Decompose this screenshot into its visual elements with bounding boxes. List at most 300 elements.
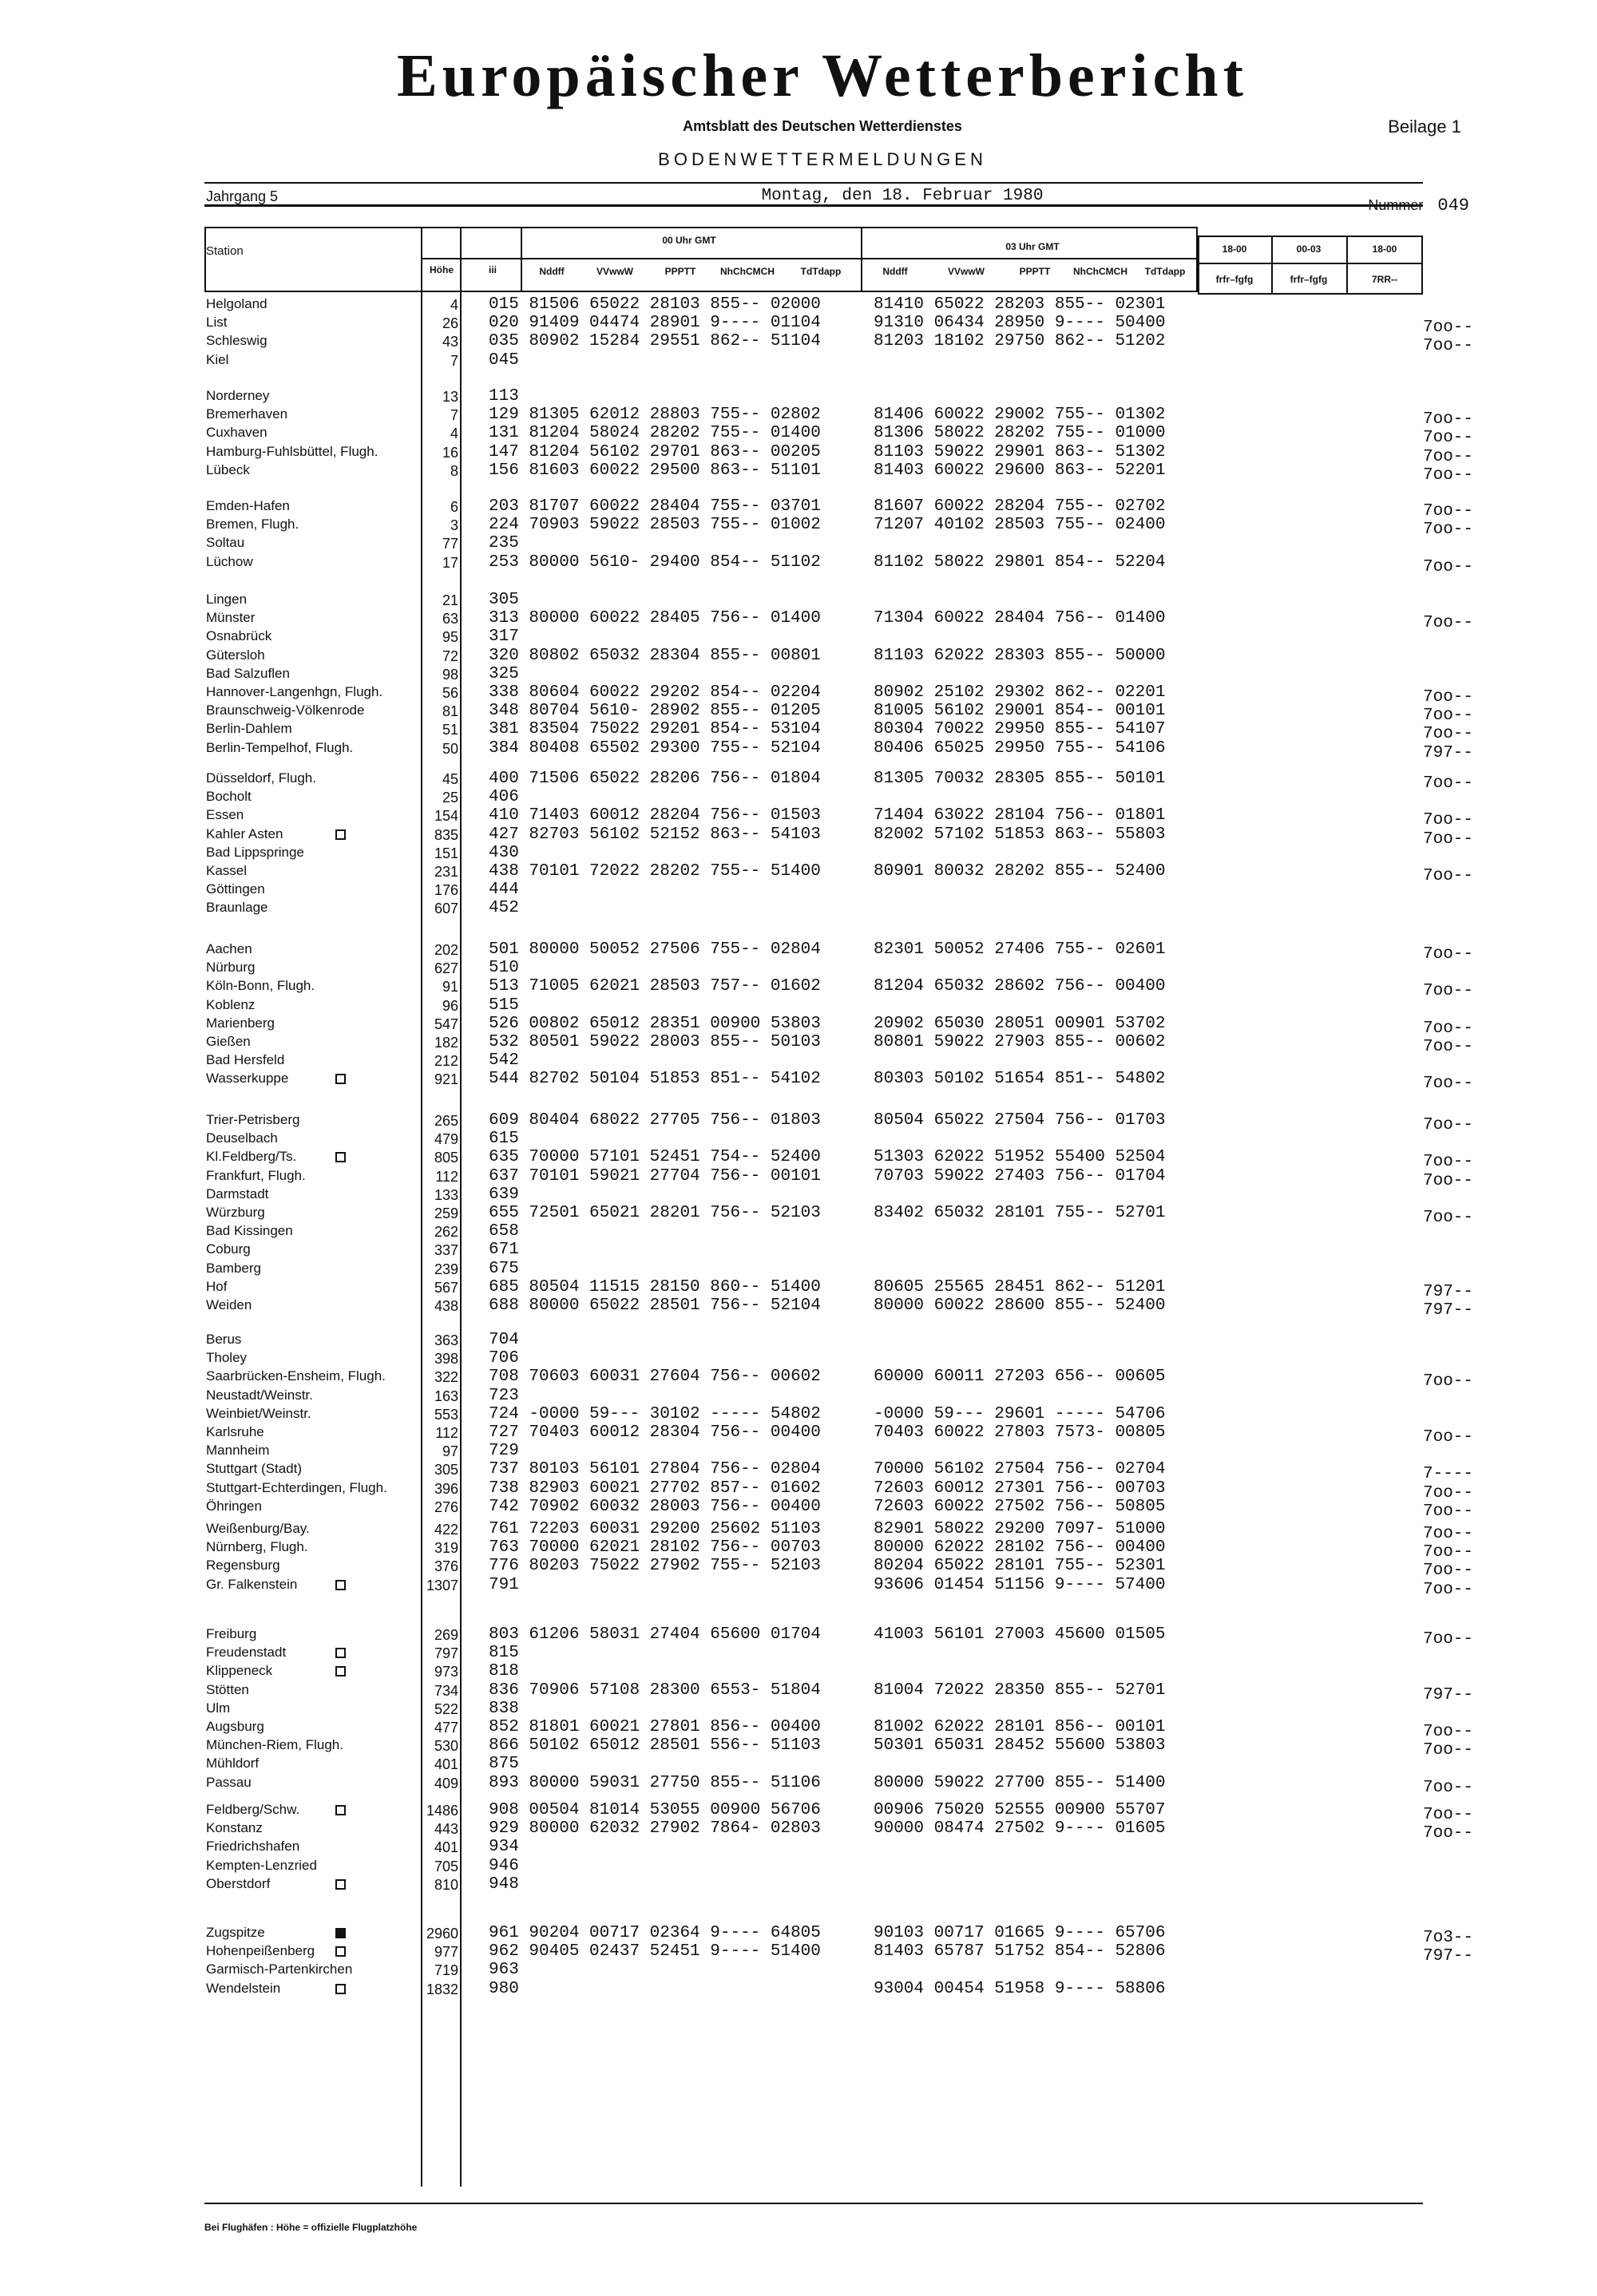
station-iii-obs00 bbox=[489, 996, 529, 1015]
table-row bbox=[0, 1875, 1597, 1894]
obs-00-utc: 80902 15284 29551 862-- 51104 bbox=[529, 332, 821, 351]
table-row bbox=[0, 1479, 1597, 1502]
station-name: Kempten-Lenzried bbox=[206, 1857, 317, 1873]
obs-03-utc: 81004 72022 28350 855-- 52701 bbox=[874, 1680, 1166, 1700]
station-name: Wendelstein bbox=[206, 1980, 281, 1996]
station-iii-obs00 bbox=[489, 1130, 529, 1148]
obs-03-utc: 81204 65032 28602 756-- 00400 bbox=[874, 977, 1166, 996]
height-col-header: Höhe bbox=[430, 264, 454, 275]
station-height: 51 bbox=[442, 722, 458, 738]
station-height: 63 bbox=[442, 611, 458, 627]
precip-group: 7oo-- bbox=[1422, 707, 1473, 726]
precip-group: 7oo-- bbox=[1422, 945, 1473, 964]
station-iii-obs00 bbox=[489, 1538, 821, 1557]
obs-03-utc: 80801 59022 27903 855-- 00602 bbox=[874, 1033, 1166, 1051]
station-name: Hof bbox=[206, 1278, 228, 1294]
station-height: 973 bbox=[434, 1664, 458, 1680]
issue-number bbox=[1286, 196, 1469, 216]
station-height: 151 bbox=[434, 845, 458, 861]
station-name: Bad Hersfeld bbox=[206, 1052, 285, 1068]
table-row bbox=[0, 702, 1597, 726]
station-index: 035 bbox=[489, 332, 519, 351]
station-index: 542 bbox=[489, 1051, 519, 1071]
table-row bbox=[0, 1260, 1597, 1278]
tdtd-header-00: TdTdapp bbox=[800, 266, 842, 277]
table-row bbox=[0, 1130, 1597, 1148]
station-index: 544 bbox=[489, 1070, 519, 1089]
precip-group: 797-- bbox=[1422, 1685, 1473, 1704]
table-row bbox=[0, 977, 1597, 1001]
obs-03-utc: 81306 58022 28202 755-- 01000 bbox=[874, 424, 1166, 443]
station-height: 607 bbox=[434, 901, 458, 917]
table-row bbox=[0, 627, 1597, 646]
iii-col-header: iii bbox=[488, 264, 497, 275]
table-row bbox=[0, 1819, 1597, 1843]
table-row bbox=[0, 881, 1597, 899]
table-row bbox=[0, 1497, 1597, 1521]
table-row bbox=[0, 1942, 1597, 1966]
station-index: 635 bbox=[489, 1148, 519, 1167]
station-index: 655 bbox=[489, 1204, 519, 1222]
station-iii-obs00 bbox=[489, 720, 821, 738]
station-iii-obs00 bbox=[489, 1700, 529, 1718]
station-iii-obs00 bbox=[489, 1681, 821, 1700]
station-index: 934 bbox=[489, 1838, 519, 1857]
station-height: 8 bbox=[450, 462, 458, 479]
table-row bbox=[0, 1980, 1597, 1998]
table-row bbox=[0, 609, 1597, 633]
table-row bbox=[0, 1368, 1597, 1391]
obs-03-utc: 80000 60022 28600 855-- 52400 bbox=[874, 1296, 1166, 1315]
obs-00-utc: 80504 11515 28150 860-- 51400 bbox=[529, 1277, 821, 1296]
obs-03-utc: 71304 60022 28404 756-- 01400 bbox=[874, 609, 1166, 628]
station-name: Neustadt/Weinstr. bbox=[206, 1387, 313, 1403]
station-iii-obs00 bbox=[489, 1148, 821, 1166]
station-index: 723 bbox=[489, 1386, 519, 1405]
station-iii-obs00 bbox=[489, 1498, 821, 1516]
station-height: 77 bbox=[442, 536, 458, 552]
station-index: 384 bbox=[489, 738, 519, 758]
obs-03-utc: 80000 62022 28102 756-- 00400 bbox=[874, 1538, 1166, 1558]
obs-00-utc: 71506 65022 28206 756-- 01804 bbox=[529, 770, 821, 788]
obs-00-utc: 00802 65012 28351 00900 53803 bbox=[529, 1014, 821, 1033]
obs-00-utc: 72501 65021 28201 756-- 52103 bbox=[529, 1204, 821, 1222]
station-name: Bremen, Flugh. bbox=[206, 517, 299, 532]
column-line-iii bbox=[521, 227, 522, 292]
station-iii-obs00 bbox=[489, 1819, 821, 1838]
station-height: 21 bbox=[442, 592, 458, 608]
table-row bbox=[0, 1924, 1597, 1947]
open-square-symbol bbox=[335, 1074, 346, 1084]
station-index: 708 bbox=[489, 1368, 519, 1387]
precip-group: 7oo-- bbox=[1422, 1562, 1473, 1581]
station-iii-obs00 bbox=[489, 1961, 529, 1979]
station-name: Gr. Falkenstein bbox=[206, 1576, 298, 1592]
table-row bbox=[0, 770, 1597, 793]
station-iii-obs00 bbox=[489, 1625, 821, 1644]
obs-00-utc: 80408 65502 29300 755-- 52104 bbox=[529, 738, 821, 758]
open-square-symbol bbox=[335, 1152, 346, 1162]
precip-group: 7oo-- bbox=[1422, 410, 1473, 430]
precip-group: 7oo-- bbox=[1422, 337, 1473, 356]
station-iii-obs00 bbox=[489, 295, 821, 314]
table-row bbox=[0, 1349, 1597, 1368]
station-iii-obs00 bbox=[489, 739, 821, 758]
station-index: 742 bbox=[489, 1497, 519, 1516]
table-row bbox=[0, 1662, 1597, 1680]
station-name: Nürburg bbox=[206, 960, 256, 976]
precip-group: 7oo-- bbox=[1422, 688, 1473, 707]
table-row bbox=[0, 1680, 1597, 1704]
obs-03-utc: 81406 60022 29002 755-- 01302 bbox=[874, 406, 1166, 425]
table-row bbox=[0, 959, 1597, 977]
station-height: 363 bbox=[434, 1332, 458, 1348]
station-name: Würzburg bbox=[206, 1205, 265, 1220]
station-iii-obs00 bbox=[489, 516, 821, 534]
obs-00-utc: 80704 5610- 28902 855-- 01205 bbox=[529, 702, 821, 721]
station-name: Düsseldorf, Flugh. bbox=[206, 770, 316, 786]
report-title: Europäischer Wetterbericht bbox=[397, 42, 1248, 109]
station-height: 401 bbox=[434, 1839, 458, 1856]
obs-00-utc: 61206 58031 27404 65600 01704 bbox=[529, 1625, 821, 1644]
station-name: Gießen bbox=[206, 1034, 251, 1049]
station-name: Tholey bbox=[206, 1350, 248, 1366]
station-name: Stötten bbox=[206, 1681, 249, 1697]
table-row bbox=[0, 1204, 1597, 1227]
station-height: 6 bbox=[450, 499, 458, 515]
station-height: 443 bbox=[434, 1821, 458, 1838]
station-index: 980 bbox=[489, 1979, 519, 1998]
station-index: 015 bbox=[489, 295, 519, 314]
station-height: 265 bbox=[434, 1113, 458, 1129]
station-name: Freiburg bbox=[206, 1626, 257, 1641]
table-row bbox=[0, 665, 1597, 683]
precip-group: 7oo-- bbox=[1422, 1525, 1473, 1543]
obs-header-divider bbox=[521, 258, 1198, 259]
station-height: 96 bbox=[442, 997, 458, 1014]
station-height: 25 bbox=[442, 790, 458, 806]
precip-group: 7oo-- bbox=[1422, 1116, 1473, 1134]
ppptt-header-00: PPPTT bbox=[664, 266, 696, 277]
precip-group: 7---- bbox=[1422, 1465, 1473, 1484]
station-index: 406 bbox=[489, 788, 519, 807]
station-name: Garmisch-Partenkirchen bbox=[206, 1961, 353, 1977]
obs-00-utc: 00504 81014 53055 00900 56706 bbox=[529, 1801, 821, 1819]
precip-group: 797-- bbox=[1422, 743, 1473, 762]
obs-00-utc: 83504 75022 29201 854-- 53104 bbox=[529, 720, 821, 739]
station-height: 43 bbox=[442, 334, 458, 350]
station-iii-obs00 bbox=[489, 1111, 821, 1130]
obs-00-utc: 81204 58024 28202 755-- 01400 bbox=[529, 424, 821, 443]
obs-00-utc: 70906 57108 28300 6553- 51804 bbox=[529, 1680, 821, 1700]
station-iii-obs00 bbox=[489, 1033, 821, 1051]
obs-00-utc: 70101 72022 28202 755-- 51400 bbox=[529, 862, 821, 881]
station-name: Klippeneck bbox=[206, 1663, 273, 1679]
station-iii-obs00 bbox=[489, 1557, 821, 1575]
obs-00-utc: 82903 60021 27702 857-- 01602 bbox=[529, 1479, 821, 1498]
precip-group: 797-- bbox=[1422, 1282, 1473, 1301]
obs-03-utc: 81403 65787 51752 854-- 52806 bbox=[874, 1942, 1166, 1961]
station-iii-obs00 bbox=[489, 1520, 821, 1538]
obs-00-utc: 80000 50052 27506 755-- 02804 bbox=[529, 940, 821, 959]
station-index: 338 bbox=[489, 683, 519, 702]
station-index: 637 bbox=[489, 1166, 519, 1186]
station-height: 477 bbox=[434, 1720, 458, 1736]
station-name: Weiden bbox=[206, 1297, 252, 1312]
precip-group: 7oo-- bbox=[1422, 867, 1473, 885]
obs-00-utc: 81801 60021 27801 856-- 00400 bbox=[529, 1718, 821, 1736]
obs-03-utc: 80406 65025 29950 755-- 54106 bbox=[874, 738, 1166, 758]
station-iii-obs00 bbox=[489, 665, 529, 683]
station-iii-obs00 bbox=[489, 899, 529, 917]
precip-group: 7oo-- bbox=[1422, 829, 1473, 849]
obs-03-utc: 82901 58022 29200 7097- 51000 bbox=[874, 1520, 1166, 1538]
obs-03-utc: 80204 65022 28101 755-- 52301 bbox=[874, 1557, 1166, 1576]
section-title: BODENWETTERMELDUNGEN bbox=[658, 149, 987, 169]
station-iii-obs00 bbox=[489, 443, 821, 461]
open-square-symbol bbox=[335, 1879, 346, 1890]
station-index: 639 bbox=[489, 1185, 519, 1204]
station-height: 163 bbox=[434, 1387, 458, 1404]
obs-03-utc: 80000 59022 27700 855-- 51400 bbox=[874, 1773, 1166, 1792]
station-height: 734 bbox=[434, 1682, 458, 1699]
obs-00-utc: 81707 60022 28404 755-- 03701 bbox=[529, 497, 821, 516]
station-iii-obs00 bbox=[489, 1857, 529, 1875]
station-name: Bocholt bbox=[206, 789, 252, 805]
station-iii-obs00 bbox=[489, 1405, 821, 1423]
station-iii-obs00 bbox=[489, 1479, 821, 1498]
station-index: 818 bbox=[489, 1662, 519, 1681]
precip-group: 7oo-- bbox=[1422, 1824, 1473, 1843]
rr-header-1: 18-00 bbox=[1222, 243, 1247, 255]
station-iii-obs00 bbox=[489, 940, 821, 959]
report-date: Montag, den 18. Februar 1980 bbox=[761, 187, 1044, 205]
station-index: 305 bbox=[489, 591, 519, 609]
station-index: 430 bbox=[489, 843, 519, 862]
table-row bbox=[0, 442, 1597, 466]
rr-sub-2: frfr–fgfg bbox=[1290, 274, 1328, 285]
issue-number-label: Nummer bbox=[1368, 197, 1424, 213]
station-name: Coburg bbox=[206, 1241, 251, 1257]
station-iii-obs00 bbox=[489, 1423, 821, 1442]
station-iii-obs00 bbox=[489, 1644, 529, 1662]
table-row bbox=[0, 1801, 1597, 1824]
station-height: 627 bbox=[434, 960, 458, 977]
station-index: 131 bbox=[489, 424, 519, 443]
obs-00-utc: 81506 65022 28103 855-- 02000 bbox=[529, 295, 821, 314]
station-name: Regensburg bbox=[206, 1558, 280, 1574]
obs-03-utc: 80504 65022 27504 756-- 01703 bbox=[874, 1111, 1166, 1130]
station-height: 553 bbox=[434, 1406, 458, 1423]
station-name: Münster bbox=[206, 610, 256, 626]
station-iii-obs00 bbox=[489, 1349, 529, 1368]
station-index: 438 bbox=[489, 862, 519, 881]
station-height: 422 bbox=[434, 1522, 458, 1538]
station-index: 235 bbox=[489, 534, 519, 553]
station-name: Stuttgart (Stadt) bbox=[206, 1461, 302, 1477]
table-row bbox=[0, 1520, 1597, 1543]
vvwww-header-00: VVwwW bbox=[596, 266, 633, 277]
precip-group: 7oo-- bbox=[1422, 725, 1473, 744]
table-row bbox=[0, 1644, 1597, 1662]
table-row bbox=[0, 534, 1597, 552]
station-height: 3 bbox=[450, 517, 458, 534]
obs-03-utc: 83402 65032 28101 755-- 52701 bbox=[874, 1204, 1166, 1222]
precip-group: 7oo-- bbox=[1422, 447, 1473, 466]
table-row bbox=[0, 1033, 1597, 1056]
station-height: 4 bbox=[450, 426, 458, 442]
station-name: Darmstadt bbox=[206, 1186, 269, 1201]
nh-header-03: NhChCMCH bbox=[1073, 266, 1127, 277]
station-iii-obs00 bbox=[489, 702, 821, 720]
table-row bbox=[0, 591, 1597, 609]
precip-group: 7oo-- bbox=[1422, 521, 1473, 540]
station-name: Soltau bbox=[206, 535, 245, 551]
station-index: 893 bbox=[489, 1773, 519, 1792]
obs-03-utc: 81005 56102 29001 854-- 00101 bbox=[874, 702, 1166, 721]
station-index: 203 bbox=[489, 497, 519, 516]
obs-03-utc: 81002 62022 28101 856-- 00101 bbox=[874, 1718, 1166, 1736]
station-height: 262 bbox=[434, 1224, 458, 1241]
table-row bbox=[0, 1387, 1597, 1405]
station-name: Göttingen bbox=[206, 881, 265, 897]
precip-group: 797-- bbox=[1422, 1947, 1473, 1966]
station-index: 400 bbox=[489, 770, 519, 788]
station-iii-obs00 bbox=[489, 1368, 821, 1386]
station-iii-obs00 bbox=[489, 332, 821, 350]
vvwww-header-03: VVwwW bbox=[947, 266, 985, 277]
station-iii-obs00 bbox=[489, 1278, 821, 1296]
obs-03-utc: 70703 59022 27403 756-- 01704 bbox=[874, 1166, 1166, 1186]
open-square-symbol bbox=[335, 1984, 346, 1994]
precip-group: 7oo-- bbox=[1422, 1502, 1473, 1521]
open-square-symbol bbox=[335, 1946, 346, 1957]
station-height: 337 bbox=[434, 1242, 458, 1259]
station-iii-obs00 bbox=[489, 1167, 821, 1186]
station-index: 147 bbox=[489, 442, 519, 461]
station-index: 513 bbox=[489, 977, 519, 996]
station-iii-obs00 bbox=[489, 1070, 821, 1088]
station-iii-obs00 bbox=[489, 609, 821, 627]
obs-00-utc: 70101 59021 27704 756-- 00101 bbox=[529, 1166, 821, 1186]
station-index: 815 bbox=[489, 1644, 519, 1663]
station-name: Berus bbox=[206, 1332, 242, 1347]
station-iii-obs00 bbox=[489, 406, 821, 424]
rr-header-divider bbox=[1198, 263, 1423, 264]
station-iii-obs00 bbox=[489, 1331, 529, 1349]
station-iii-obs00 bbox=[489, 1460, 821, 1479]
station-index: 452 bbox=[489, 899, 519, 918]
station-index: 156 bbox=[489, 461, 519, 480]
nh-header-00: NhChCMCH bbox=[720, 266, 775, 277]
station-height: 26 bbox=[442, 315, 458, 332]
table-row bbox=[0, 1241, 1597, 1259]
station-iii-obs00 bbox=[489, 1924, 821, 1942]
station-name: Hannover-Langenhgn, Flugh. bbox=[206, 684, 383, 699]
station-name: Koblenz bbox=[206, 996, 256, 1012]
station-height: 401 bbox=[434, 1756, 458, 1773]
obs-00-utc: 80000 60022 28405 756-- 01400 bbox=[529, 609, 821, 628]
table-row bbox=[0, 497, 1597, 521]
supplement-label: Beilage 1 bbox=[1388, 117, 1461, 137]
obs-sep-00-03 bbox=[861, 227, 862, 292]
station-iii-obs00 bbox=[489, 977, 821, 996]
table-row bbox=[0, 1296, 1597, 1320]
obs-00-utc: 70603 60031 27604 756-- 00602 bbox=[529, 1368, 821, 1387]
station-index: 427 bbox=[489, 825, 519, 844]
table-row bbox=[0, 647, 1597, 665]
station-name: Bremerhaven bbox=[206, 406, 288, 422]
footer-rule bbox=[204, 2203, 1423, 2204]
station-iii-obs00 bbox=[489, 1980, 529, 1998]
station-height: 530 bbox=[434, 1738, 458, 1755]
station-height: 835 bbox=[434, 826, 458, 843]
station-iii-obs00 bbox=[489, 806, 821, 825]
station-iii-obs00 bbox=[489, 862, 821, 881]
station-iii-obs00 bbox=[489, 424, 821, 442]
station-index: 803 bbox=[489, 1625, 519, 1644]
station-iii-obs00 bbox=[489, 314, 821, 332]
station-index: 253 bbox=[489, 552, 519, 572]
nddff-header-03: Nddff bbox=[882, 266, 908, 277]
station-height: 133 bbox=[434, 1186, 458, 1203]
station-name: Ulm bbox=[206, 1700, 231, 1716]
obs-03-utc: 81410 65022 28203 855-- 02301 bbox=[874, 295, 1166, 314]
table-row bbox=[0, 1405, 1597, 1423]
station-height: 112 bbox=[435, 1425, 458, 1441]
station-height: 376 bbox=[434, 1558, 458, 1575]
table-row bbox=[0, 738, 1597, 762]
nddff-header-00: Nddff bbox=[539, 266, 565, 277]
station-index: 946 bbox=[489, 1856, 519, 1875]
station-name: Freudenstadt bbox=[206, 1645, 287, 1661]
station-height: 56 bbox=[442, 685, 458, 701]
station-index: 963 bbox=[489, 1961, 519, 1980]
station-iii-obs00 bbox=[489, 1186, 529, 1204]
station-iii-obs00 bbox=[489, 1442, 529, 1460]
obs-03-utc: -0000 59--- 29601 ----- 54706 bbox=[874, 1404, 1166, 1423]
station-height: 239 bbox=[434, 1261, 458, 1277]
obs-03-utc: 82301 50052 27406 755-- 02601 bbox=[874, 940, 1166, 959]
station-index: 609 bbox=[489, 1111, 519, 1130]
station-name: Wasserkuppe bbox=[206, 1071, 289, 1087]
station-height: 72 bbox=[442, 647, 458, 664]
obs-00-utc: 80604 60022 29202 854-- 02204 bbox=[529, 683, 821, 702]
station-iii-obs00 bbox=[489, 959, 529, 977]
obs-00-utc: 82702 50104 51853 851-- 54102 bbox=[529, 1070, 821, 1089]
station-index: 727 bbox=[489, 1423, 519, 1442]
volume-label: Jahrgang 5 bbox=[206, 188, 279, 204]
station-name: Bad Salzuflen bbox=[206, 665, 290, 681]
station-index: 317 bbox=[489, 627, 519, 647]
obs-00-utc: 70902 60032 28003 756-- 00400 bbox=[529, 1497, 821, 1516]
station-height: 13 bbox=[442, 389, 458, 405]
table-row bbox=[0, 1625, 1597, 1649]
station-iii-obs00 bbox=[489, 770, 821, 788]
precip-group: 7oo-- bbox=[1422, 1372, 1473, 1391]
table-row bbox=[0, 844, 1597, 862]
table-row bbox=[0, 1961, 1597, 1979]
obs-00-utc: 91409 04474 28901 9---- 01104 bbox=[529, 314, 821, 333]
table-row bbox=[0, 1111, 1597, 1134]
station-name: Osnabrück bbox=[206, 628, 272, 644]
obs-03-utc: 71207 40102 28503 755-- 02400 bbox=[874, 516, 1166, 535]
station-index: 875 bbox=[489, 1755, 519, 1774]
station-iii-obs00 bbox=[489, 1755, 529, 1773]
station-name: Essen bbox=[206, 807, 244, 823]
table-row bbox=[0, 1051, 1597, 1070]
station-height: 567 bbox=[434, 1279, 458, 1296]
